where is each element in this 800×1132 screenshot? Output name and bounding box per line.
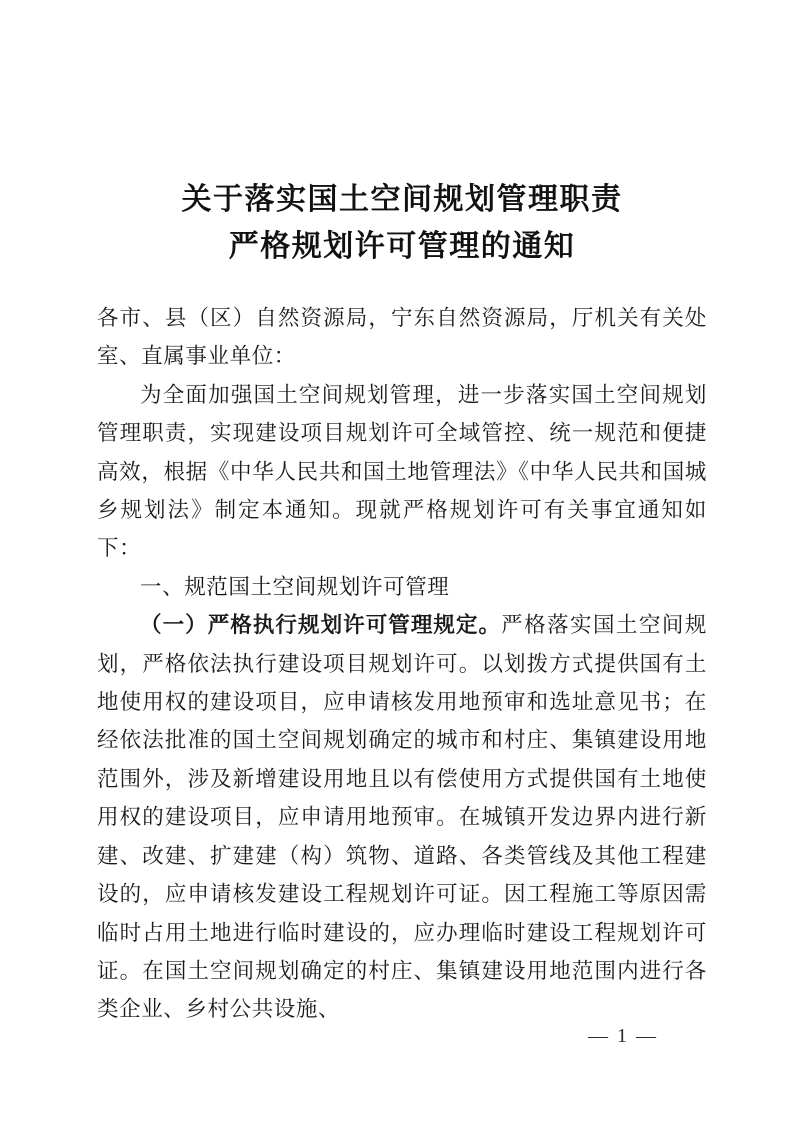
subsection-body-text: 严格落实国土空间规划，严格依法执行建设项目规划许可。以划拨方式提供国有土地使用权的建设项目，应申请核发用地预审和选址意见书；在经依法批准的国土空间规划确定的城市和村庄、集镇建设用地范围外，涉及新增建设用地且以有偿使用方式提供国有土地使用权的建设项目，应申请用地预审。在城镇开发边界内进行新建、改建、扩建建（构）筑物、道路、各类管线及其他工程建设的，应申请核发建设工程规划许可证。因工程施工等原因需临时占用土地进行临时建设的，应办理临时建设工程规划许可证。在国土空间规划确定的村庄、集镇建设用地范围内进行各类企业、乡村公共设施、 [97,613,708,1022]
subsection-lead-in: （一）严格执行规划许可管理规定。 [140,613,502,638]
document-title [97,0,707,270]
preamble-paragraph: 为全面加强国土空间规划管理，进一步落实国土空间规划管理职责，实现建设项目规划许可全域管控、统一规范和便捷高效，根据《中华人民共和国土地管理法》《中华人民共和国城乡规划法》制定本通知。现就严格规划许可有关事宜通知如下： [97,382,707,561]
section-heading-level-1: 一、规范国土空间规划许可管理 [140,574,450,599]
addressee-block: 各市、县（区）自然资源局，宁东自然资源局，厅机关有关处室、直属事业单位： [97,306,707,369]
subsection-paragraph [97,606,707,1028]
document-title-line-2: 严格规划许可管理的通知 [228,230,576,263]
page-number: — 1 — [588,1025,658,1047]
document-body [97,0,707,1029]
document-title-line-1: 关于落实国土空间规划管理职责 [181,183,623,216]
